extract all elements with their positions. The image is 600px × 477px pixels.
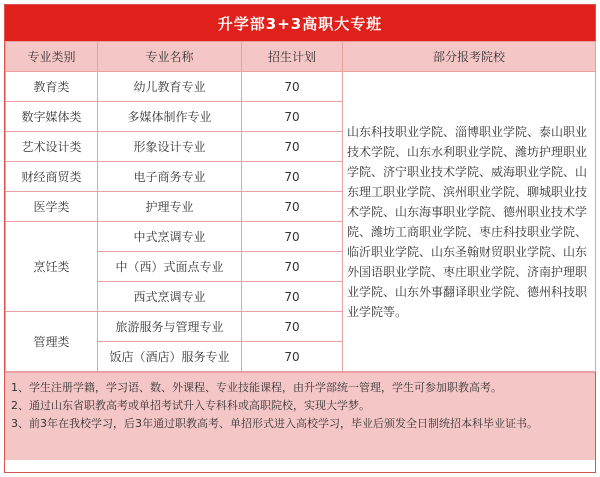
header-category: 专业类别: [6, 42, 98, 72]
plan-cell: 70: [242, 162, 343, 192]
table-row: [6, 72, 596, 102]
major-cell: 幼儿教育专业: [98, 72, 242, 102]
note-line: 2、通过山东省职教高考或单招考试升入专科科或高职院校，实现大学梦。: [11, 399, 370, 412]
category-cell: 数字媒体类: [6, 102, 98, 132]
table-title: 升学部3+3高职大专班: [5, 5, 595, 41]
major-cell: 多媒体制作专业: [98, 102, 242, 132]
category-cell: 艺术设计类: [6, 132, 98, 162]
category-cell: 财经商贸类: [6, 162, 98, 192]
category-cell: 管理类: [6, 312, 98, 372]
header-row: [6, 42, 596, 72]
category-cell: 教育类: [6, 72, 98, 102]
major-cell: 西式烹调专业: [98, 282, 242, 312]
major-cell: 旅游服务与管理专业: [98, 312, 242, 342]
major-cell: 形象设计专业: [98, 132, 242, 162]
notes-section: [5, 372, 595, 460]
header-schools: 部分报考院校: [343, 42, 596, 72]
header-plan: 招生计划: [242, 42, 343, 72]
plan-cell: 70: [242, 312, 343, 342]
category-cell: 烹饪类: [6, 222, 98, 312]
plan-cell: 70: [242, 132, 343, 162]
major-cell: 中（西）式面点专业: [98, 252, 242, 282]
note-line: 1、学生注册学籍，学习语、数、外课程、专业技能课程，由升学部统一管理，学生可参加职教高考。: [11, 381, 502, 394]
plan-cell: 70: [242, 282, 343, 312]
major-cell: 饭店（酒店）服务专业: [98, 342, 242, 372]
category-cell: 医学类: [6, 192, 98, 222]
major-cell: 电子商务专业: [98, 162, 242, 192]
header-major: 专业名称: [98, 42, 242, 72]
plan-cell: 70: [242, 192, 343, 222]
plan-cell: 70: [242, 72, 343, 102]
plan-cell: 70: [242, 252, 343, 282]
major-cell: 护理专业: [98, 192, 242, 222]
plan-cell: 70: [242, 222, 343, 252]
program-table-card: [4, 4, 596, 473]
note-line: 3、前3年在我校学习，后3年通过职教高考、单招形式进入高校学习，毕业后颁发全日制统招本科毕业证书。: [11, 417, 538, 430]
schools-cell: 山东科技职业学院、淄博职业学院、泰山职业技术学院、山东水利职业学院、潍坊护理职业学院、济宁职业技术学院、威海职业学院、山东理工职业学院、滨州职业学院、聊城职业技术学院、山东海事职业学院、德州职业技术学院、潍坊工商职业学院、枣庄科技职业学院、临沂职业学院、山东圣翰财贸职业学院、山东外国语职业学院、枣庄职业学院、济南护理职业学院、山东外事翻译职业学院、德州科技职业学院等。: [343, 72, 596, 372]
program-table: [5, 41, 596, 372]
major-cell: 中式烹调专业: [98, 222, 242, 252]
plan-cell: 70: [242, 342, 343, 372]
plan-cell: 70: [242, 102, 343, 132]
